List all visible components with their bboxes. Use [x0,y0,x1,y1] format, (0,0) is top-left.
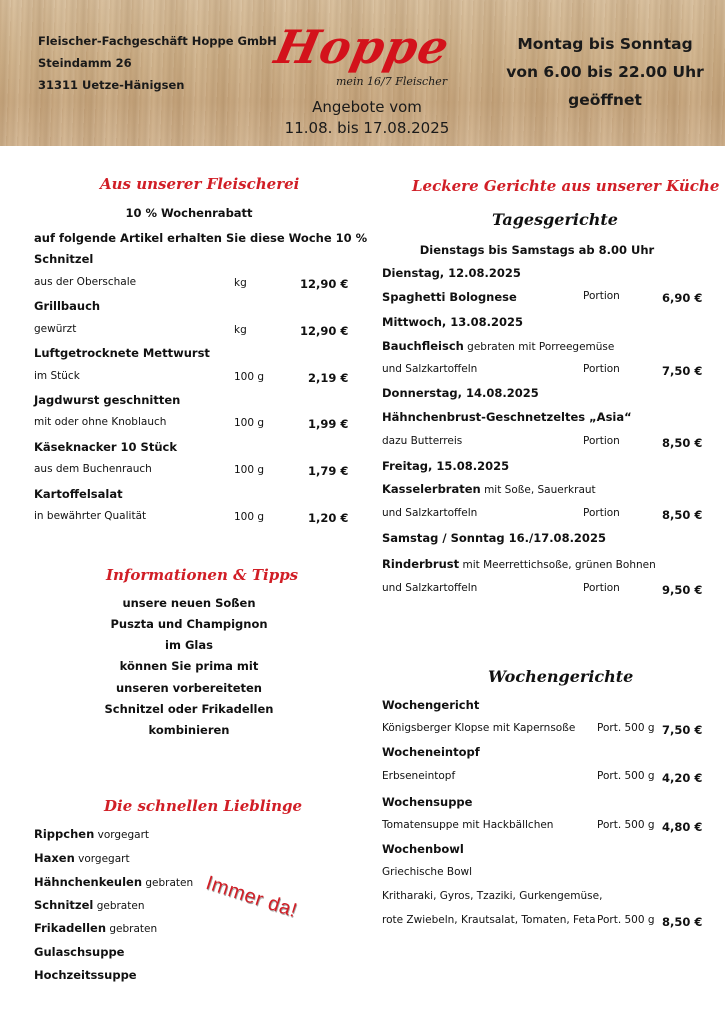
dish-price: 9,50 € [662,583,703,597]
list-item: Hochzeitssuppe [34,968,137,982]
item-name: Luftgetrocknete Mettwurst [34,346,210,360]
item-desc: aus dem Buchenrauch [34,463,152,475]
dish-line: Kasselerbraten mit Soße, Sauerkraut [382,482,596,496]
hours-days: Montag bis Sonntag [517,35,693,53]
info-line: kombinieren [148,723,230,737]
weekly-desc: Tomatensuppe mit Hackbällchen [382,819,554,831]
item-name: Kartoffelsalat [34,487,123,501]
item-price: 12,90 € [300,324,349,338]
weekly-desc: rote Zwiebeln, Krautsalat, Tomaten, Feta [382,914,596,926]
weekly-desc: Kritharaki, Gyros, Tzaziki, Gurkengemüse, [382,890,603,902]
info-line: unseren vorbereiteten [116,681,262,695]
offer-period [272,97,462,139]
info-line: Puszta und Champignon [110,617,268,631]
item-price: 2,19 € [308,371,349,385]
address-line-street: Steindamm 26 [38,56,132,70]
item-price: 12,90 € [300,277,349,291]
item-desc: im Stück [34,370,80,382]
weekly-desc: Erbseneintopf [382,770,456,782]
dish-unit: Portion [583,507,620,519]
item-desc: aus der Oberschale [34,276,137,288]
weekly-label: Wocheneintopf [382,745,480,759]
weekly-unit: Port. 500 g [597,819,655,831]
hoppe-logo [272,18,472,98]
day-heading: Samstag / Sonntag 16./17.08.2025 [382,531,606,545]
list-item: Gulaschsuppe [34,945,125,959]
dish-desc: und Salzkartoffeln [382,507,478,519]
weekly-label: Wochengericht [382,698,480,712]
weekly-price: 8,50 € [662,915,703,929]
weekly-unit: Port. 500 g [597,722,655,734]
kitchen-title: Leckere Gerichte aus unserer Küche [412,177,720,195]
list-item: Rippchen vorgegart [34,827,150,841]
dish-line: Bauchfleisch gebraten mit Porreegemüse [382,339,615,353]
header-banner [0,0,725,146]
dish-price: 6,90 € [662,291,703,305]
discount-heading: 10 % Wochenrabatt [125,206,253,220]
weekly-label: Wochensuppe [382,795,473,809]
dish-unit: Portion [583,290,620,302]
day-heading: Freitag, 15.08.2025 [382,459,510,473]
item-name: Grillbauch [34,299,101,313]
logo-wordmark: Hoppe [270,20,455,74]
item-unit: 100 g [234,371,265,383]
weekly-price: 7,50 € [662,723,703,737]
item-desc: gewürzt [34,323,77,335]
list-item: Frikadellen gebraten [34,921,158,935]
discount-text: auf folgende Artikel erhalten Sie diese Woche 10 % [34,231,368,245]
dish-desc: und Salzkartoffeln [382,363,478,375]
opening-hours [500,30,710,114]
item-unit: 100 g [234,511,265,523]
always-available-stamp: Immer da! [203,872,300,923]
list-item: Haxen vorgegart [34,851,130,865]
offer-label: Angebote vom [312,98,422,116]
item-desc: in bewährter Qualität [34,510,147,522]
item-unit: 100 g [234,417,265,429]
day-heading: Donnerstag, 14.08.2025 [382,386,539,400]
weekly-unit: Port. 500 g [597,770,655,782]
dish-price: 7,50 € [662,364,703,378]
quick-title: Die schnellen Lieblinge [104,797,303,815]
info-line: Schnitzel oder Frikadellen [104,702,274,716]
hours-times: von 6.00 bis 22.00 Uhr [506,63,704,81]
address-line-city: 31311 Uetze-Hänigsen [38,78,185,92]
dish-unit: Portion [583,582,620,594]
dish-name: Hähnchenbrust-Geschnetzeltes „Asia“ [382,410,632,424]
weekly-desc: Griechische Bowl [382,866,473,878]
dish-desc: und Salzkartoffeln [382,582,478,594]
dish-name: Spaghetti Bolognese [382,290,517,304]
offer-dates: 11.08. bis 17.08.2025 [284,119,450,137]
day-heading: Mittwoch, 13.08.2025 [382,315,524,329]
info-line: im Glas [165,638,213,652]
info-line: unsere neuen Soßen [122,596,256,610]
address-line-company: Fleischer-Fachgeschäft Hoppe GmbH [38,34,277,48]
item-price: 1,79 € [308,464,349,478]
item-name: Jagdwurst geschnitten [34,393,181,407]
hours-open: geöffnet [568,91,642,109]
item-price: 1,99 € [308,417,349,431]
weekly-unit: Port. 500 g [597,914,655,926]
weekly-price: 4,20 € [662,771,703,785]
list-item: Hähnchenkeulen gebraten [34,875,194,889]
dish-unit: Portion [583,363,620,375]
weekly-label: Wochenbowl [382,842,464,856]
item-unit: kg [234,324,247,336]
weekly-desc: Königsberger Klopse mit Kapernsoße [382,722,576,734]
dish-desc: dazu Butterreis [382,435,463,447]
item-unit: 100 g [234,464,265,476]
butchery-title: Aus unserer Fleischerei [100,175,300,193]
dish-price: 8,50 € [662,508,703,522]
dish-unit: Portion [583,435,620,447]
day-heading: Dienstag, 12.08.2025 [382,266,521,280]
dish-price: 8,50 € [662,436,703,450]
weekly-price: 4,80 € [662,820,703,834]
daily-subtitle: Dienstags bis Samstags ab 8.00 Uhr [419,243,655,257]
item-name: Käseknacker 10 Stück [34,440,177,454]
item-price: 1,20 € [308,511,349,525]
logo-slogan: mein 16/7 Fleischer [336,75,448,88]
info-title: Informationen & Tipps [106,566,299,584]
item-name: Schnitzel [34,252,94,266]
daily-title: Tagesgerichte [492,210,618,229]
dish-line: Rinderbrust mit Meerrettichsoße, grünen Bohnen [382,557,656,571]
weekly-title: Wochengerichte [488,667,634,686]
item-desc: mit oder ohne Knoblauch [34,416,167,428]
shop-address [38,30,277,96]
item-unit: kg [234,277,247,289]
list-item: Schnitzel gebraten [34,898,145,912]
info-line: können Sie prima mit [119,659,259,673]
